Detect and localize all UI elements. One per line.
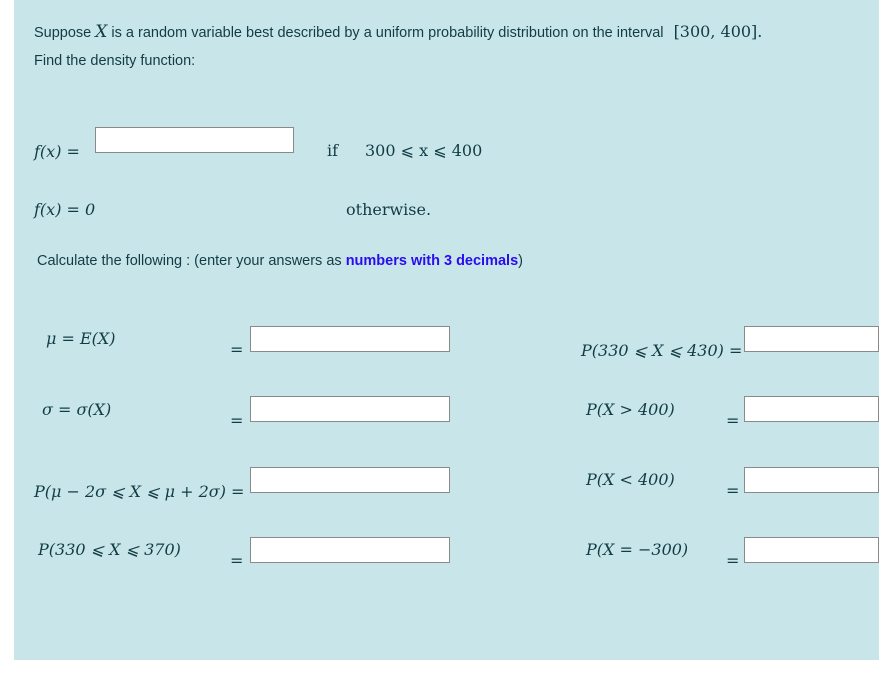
p-eq-neg300-input[interactable]: [744, 537, 879, 563]
variable-x: X: [95, 22, 108, 42]
p-lt-400-equals: =: [726, 481, 740, 500]
p-gt-400-equals: =: [726, 411, 740, 430]
question-panel: [14, 0, 879, 660]
p-330-430-label: P(330 ⩽ X ⩽ 430) =: [581, 341, 743, 360]
two-sigma-label: P(μ − 2σ ⩽ X ⩽ μ + 2σ) =: [34, 482, 245, 501]
p-330-370-label: P(330 ⩽ X ⩽ 370): [38, 540, 181, 559]
calculate-suffix: ): [518, 253, 523, 269]
decimals-highlight: numbers with 3 decimals: [345, 253, 519, 269]
interval: [300, 400].: [673, 22, 763, 41]
intro-prefix: Suppose: [34, 25, 92, 41]
density-input[interactable]: [95, 127, 294, 153]
if-word: if: [327, 141, 339, 160]
intro-line-2: Find the density function:: [34, 53, 196, 69]
p-eq-neg300-equals: =: [726, 551, 740, 570]
mean-input[interactable]: [250, 326, 450, 352]
fx-label: f(x) =: [34, 142, 80, 161]
fx-zero-label: f(x) = 0: [34, 200, 96, 219]
sd-label: σ = σ(X): [42, 400, 112, 419]
two-sigma-input[interactable]: [250, 467, 450, 493]
p-gt-400-input[interactable]: [744, 396, 879, 422]
otherwise-text: otherwise.: [346, 200, 432, 219]
p-lt-400-label: P(X < 400): [586, 470, 675, 489]
p-gt-400-label: P(X > 400): [586, 400, 675, 419]
p-eq-neg300-label: P(X = −300): [586, 540, 689, 559]
p-330-370-equals: =: [230, 551, 244, 570]
sd-equals: =: [230, 411, 244, 430]
intro-middle: is a random variable best described by a uniform probability distribution on the interval: [111, 25, 664, 41]
p-lt-400-input[interactable]: [744, 467, 879, 493]
mean-label: μ = E(X): [46, 329, 116, 348]
p-330-430-input[interactable]: [744, 326, 879, 352]
mean-equals: =: [230, 340, 244, 359]
density-condition: 300 ⩽ x ⩽ 400: [365, 141, 483, 160]
calculate-instruction: [37, 253, 523, 269]
sd-input[interactable]: [250, 396, 450, 422]
calculate-prefix: Calculate the following : (enter your answers as: [37, 253, 342, 269]
intro-line-1: [34, 22, 762, 42]
p-330-370-input[interactable]: [250, 537, 450, 563]
